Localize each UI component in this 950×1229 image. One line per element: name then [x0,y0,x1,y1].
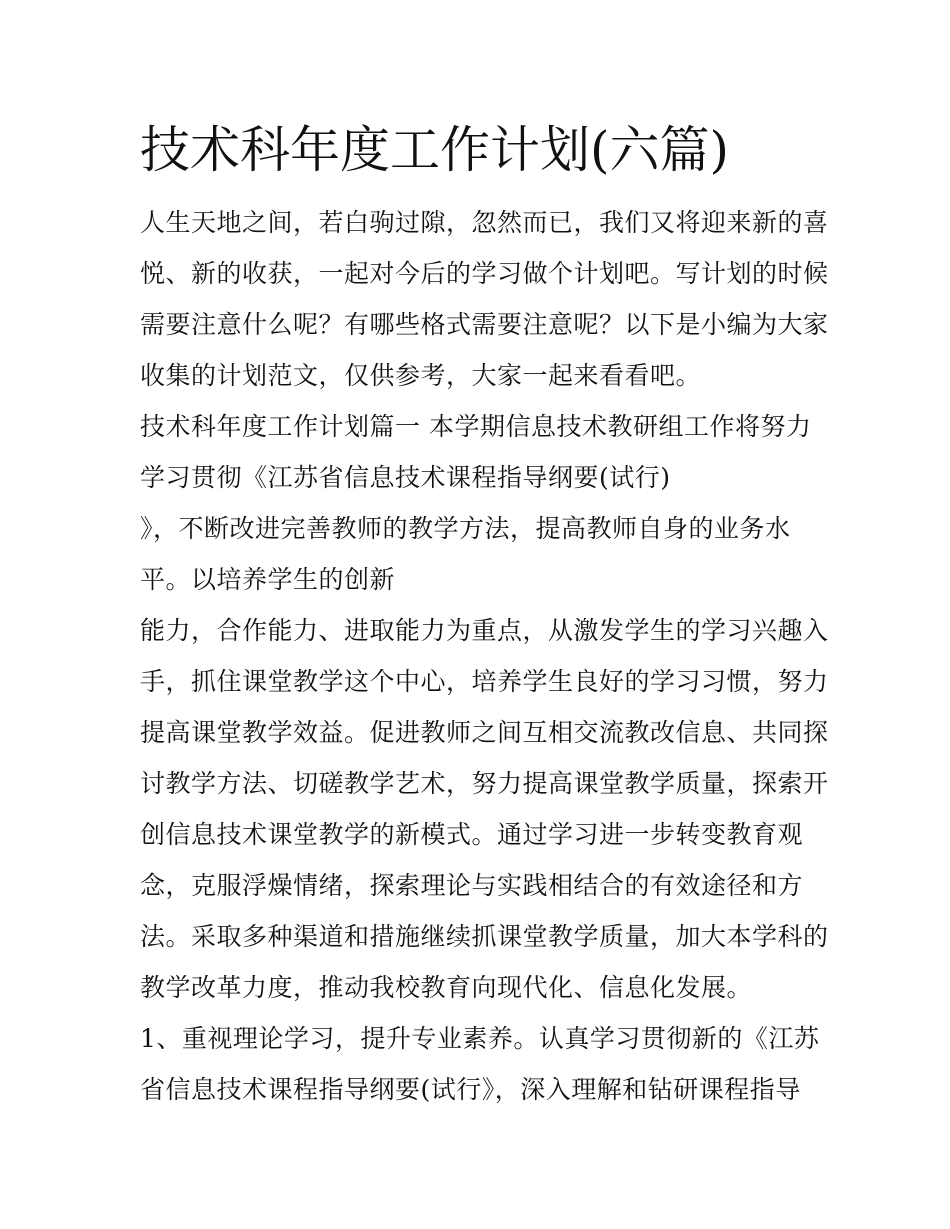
body-line: 》，不断改进完善教师的教学方法，提高教师自身的业务水 [140,514,791,543]
body-line: 技术科年度工作计划篇一 本学期信息技术教研组工作将努力 [140,412,812,441]
body-line: 平。以培养学生的创新 [140,565,396,594]
body-line: 提高课堂教学效益。促进教师之间互相交流教改信息、共同探 [140,718,829,747]
body-line: 法。采取多种渠道和措施继续抓课堂教学质量，加大本学科的 [140,922,829,951]
document-title: 技术科年度工作计划(六篇) [140,121,730,179]
body-line: 收集的计划范文，仅供参考，大家一起来看看吧。 [140,361,702,390]
body-line: 学习贯彻《江苏省信息技术课程指导纲要(试行) [140,463,671,492]
body-line: 需要注意什么呢？有哪些格式需要注意呢？以下是小编为大家 [140,310,829,339]
body-line: 悦、新的收获，一起对今后的学习做个计划吧。写计划的时候 [140,259,829,288]
body-line: 人生天地之间，若白驹过隙，忽然而已，我们又将迎来新的喜 [140,208,829,237]
body-line: 能力，合作能力、进取能力为重点，从激发学生的学习兴趣入 [140,616,829,645]
body-line: 念，克服浮燥情绪，探索理论与实践相结合的有效途径和方 [140,871,804,900]
body-line: 1、重视理论学习，提升专业素养。认真学习贯彻新的《江苏 [140,1024,820,1053]
body-line: 讨教学方法、切磋教学艺术，努力提高课堂教学质量，探索开 [140,769,829,798]
body-line: 教学改革力度，推动我校教育向现代化、信息化发展。 [140,973,753,1002]
body-line: 创信息技术课堂教学的新模式。通过学习进一步转变教育观 [140,820,804,849]
body-line: 手，抓住课堂教学这个中心，培养学生良好的学习习惯，努力 [140,667,829,696]
body-line: 省信息技术课程指导纲要(试行》，深入理解和钻研课程指导 [140,1075,801,1104]
